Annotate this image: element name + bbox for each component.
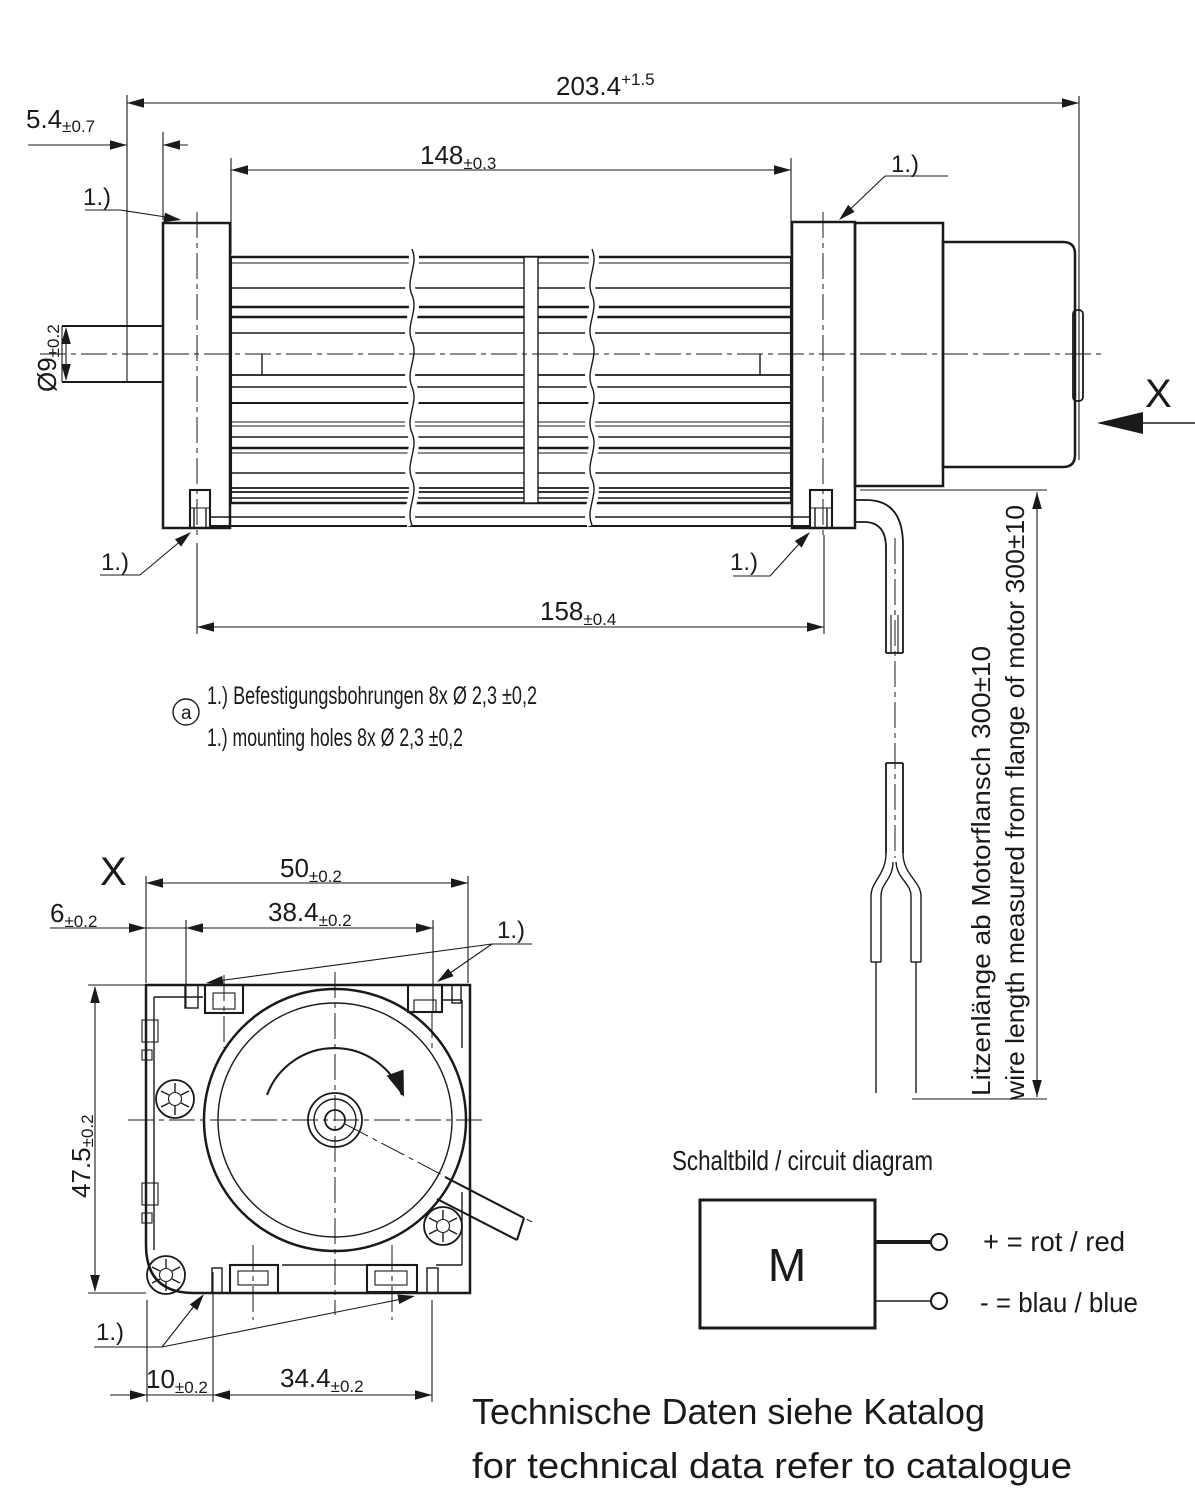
dim-flange-offset-label: 5.4±0.7 xyxy=(26,104,96,136)
dim-width-label: 50±0.2 xyxy=(280,853,342,886)
dim-feet-span-label: 158±0.4 xyxy=(540,596,617,629)
end-view-label: X xyxy=(100,850,127,894)
view-x-label: X xyxy=(1145,372,1172,416)
wire-note-en: wire length measured from flange of motor 300±10 xyxy=(1000,517,1030,1100)
positive-terminal xyxy=(931,1234,947,1250)
circuit-title: Schaltbild / circuit diagram xyxy=(672,1145,933,1176)
positive-label: + = rot / red xyxy=(983,1226,1125,1257)
end-view-wire xyxy=(345,1124,532,1240)
note-de: 1.) Befestigungsbohrungen 8x Ø 2,3 ±0,2 xyxy=(207,682,537,710)
dim-hole-edge-label: 6±0.2 xyxy=(50,898,98,931)
svg-text:1.): 1.) xyxy=(96,1319,125,1346)
dim-impeller xyxy=(231,140,791,254)
motor-symbol: M xyxy=(767,1239,807,1291)
mounting-tabs-bottom xyxy=(212,1245,438,1320)
impeller-drum xyxy=(210,257,810,526)
negative-label: - = blau / blue xyxy=(980,1287,1138,1318)
hole-callout-top-left xyxy=(83,184,182,225)
mounting-note xyxy=(173,682,537,752)
dim-wire-length xyxy=(860,490,1047,1101)
dim-shaft-label: Ø9±0.2 xyxy=(32,324,63,392)
svg-text:1.): 1.) xyxy=(83,184,112,211)
footer-en: for technical data refer to catalogue xyxy=(472,1445,1072,1486)
dim-overall-label: $203.4^{+1.5}$ xyxy=(556,70,655,101)
hole-callout-bottom-right xyxy=(730,529,813,576)
negative-terminal xyxy=(931,1293,947,1309)
hole-callout-top-right xyxy=(836,151,948,224)
svg-text:1.): 1.) xyxy=(730,549,759,576)
hole-callout-endview-bottom xyxy=(94,1291,416,1347)
view-direction-arrow xyxy=(1097,372,1195,434)
dim-overall xyxy=(127,70,1079,460)
left-end-plate xyxy=(163,212,230,540)
hole-callout-bottom-left xyxy=(100,528,194,576)
dim-hole-span-label: 38.4±0.2 xyxy=(268,897,352,930)
screw-bottom-right xyxy=(424,1207,462,1245)
dim-height xyxy=(66,985,146,1293)
note-en: 1.) mounting holes 8x Ø 2,3 ±0,2 xyxy=(207,724,463,752)
hatched-disk xyxy=(524,257,538,503)
dim-height-label: 47.5±0.2 xyxy=(66,1114,97,1198)
svg-text:1.): 1.) xyxy=(101,549,130,576)
screw-left-middle xyxy=(156,1080,194,1118)
footer-note xyxy=(472,1391,1072,1486)
dim-foot-edge-label: 10±0.2 xyxy=(146,1364,208,1397)
wire-note-de: Litzenlänge ab Motorflansch 300±10 xyxy=(966,677,996,1096)
dim-foot-span-label: 34.4±0.2 xyxy=(280,1363,364,1396)
footer-de: Technische Daten siehe Katalog xyxy=(472,1391,985,1432)
side-view xyxy=(26,70,1195,1101)
svg-text:1.): 1.) xyxy=(891,151,920,178)
note-marker: a xyxy=(181,703,192,724)
right-end-plate xyxy=(792,212,855,540)
dim-impeller-label: 148±0.3 xyxy=(420,140,497,173)
circuit-diagram xyxy=(672,1145,1138,1328)
svg-text:1.): 1.) xyxy=(497,917,526,944)
motor-lead-wires xyxy=(856,500,921,1093)
end-view xyxy=(50,850,532,1402)
